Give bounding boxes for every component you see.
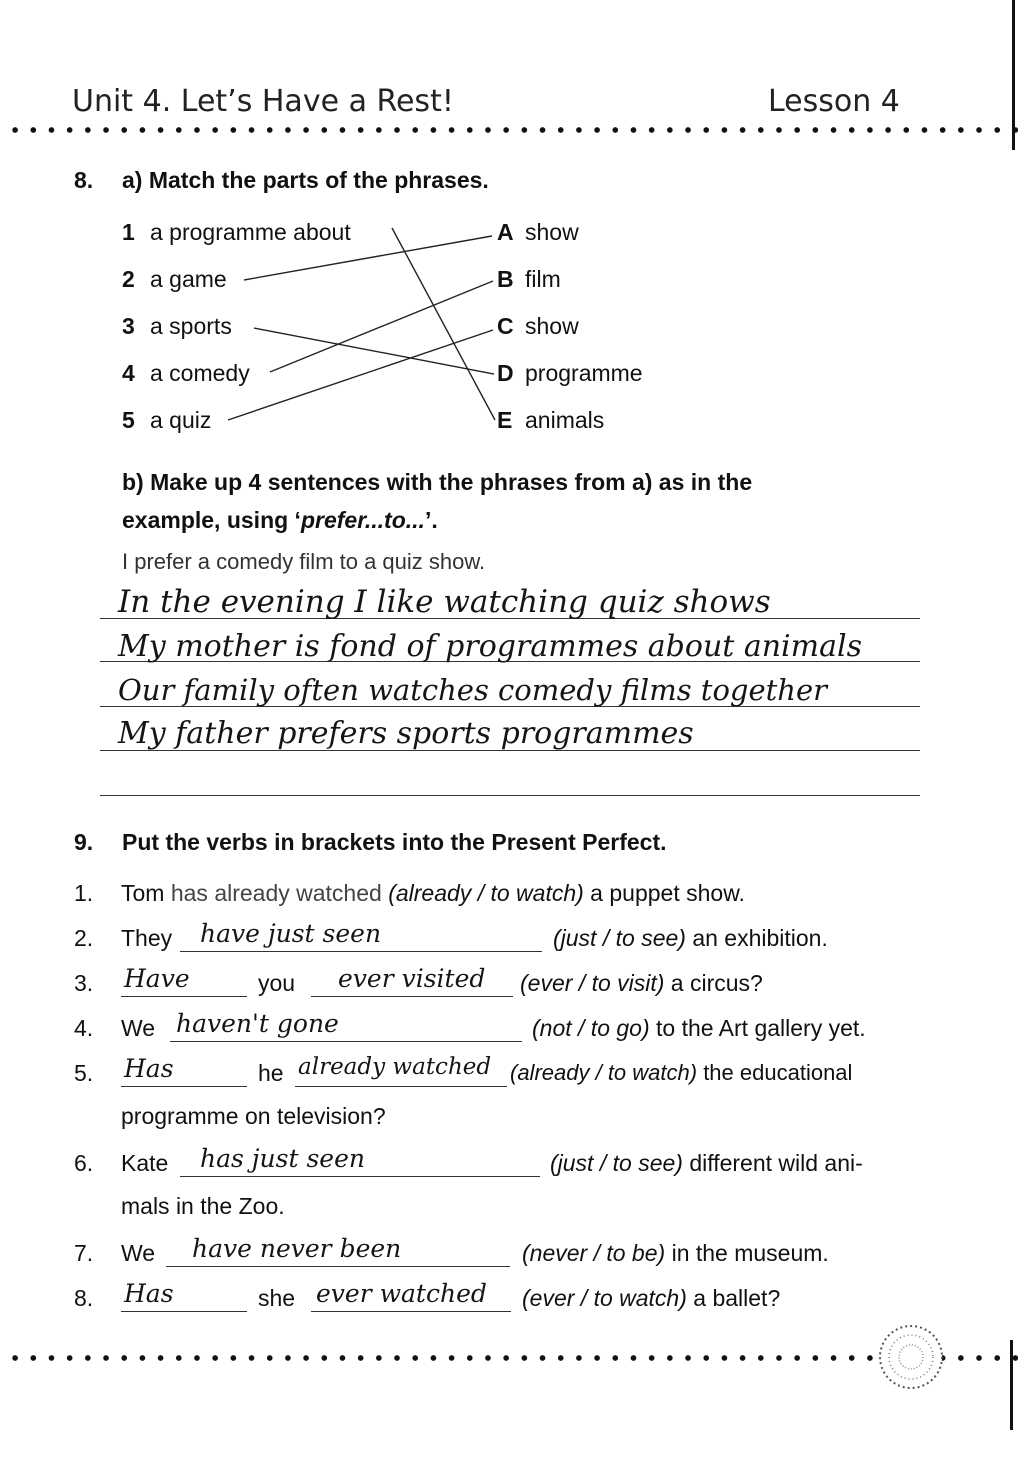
item5-blank-2	[295, 1086, 507, 1087]
item8-rest: (ever / to watch) a ballet?	[522, 1285, 781, 1311]
item5-blank-1	[121, 1086, 247, 1087]
dotted-divider-bottom	[6, 1354, 1018, 1362]
task9-title: Put the verbs in brackets into the Present Perfect.	[122, 829, 667, 855]
item7-answer: have never been	[192, 1234, 402, 1263]
item4-number: 4.	[74, 1015, 94, 1041]
item6-rest: (just / to see) different wild ani-	[550, 1150, 863, 1176]
right-item-B: B film	[497, 266, 561, 292]
task8b-title-line1: b) Make up 4 sentences with the phrases from a) as in the	[122, 469, 753, 495]
handwritten-sentence-4: My father prefers sports programmes	[118, 716, 694, 751]
item5-answer-1: Has	[124, 1054, 174, 1083]
item7-number: 7.	[74, 1240, 94, 1266]
item7-subject: We	[121, 1240, 156, 1266]
item4-rest: (not / to go) to the Art gallery yet.	[532, 1015, 866, 1041]
right-item-E: E animals	[497, 407, 605, 433]
item8-pronoun: she	[258, 1285, 296, 1311]
match-line-5-C	[228, 330, 493, 420]
item2-number: 2.	[74, 925, 94, 951]
item3-answer-1: Have	[124, 964, 190, 993]
item6-answer: has just seen	[200, 1144, 365, 1173]
stamp-icon	[876, 1322, 946, 1392]
item6-subject: Kate	[121, 1150, 169, 1176]
item8-answer-1: Has	[124, 1279, 174, 1308]
left-item-4: 4 a comedy	[122, 360, 250, 386]
item3-answer-2: ever visited	[338, 964, 486, 993]
item3-number: 3.	[74, 970, 94, 996]
task8b-title-line2: example, using ‘prefer...to...’.	[122, 507, 438, 533]
matching-lines	[0, 0, 1024, 460]
item8-number: 8.	[74, 1285, 94, 1311]
handwritten-sentence-3: Our family often watches comedy films together	[118, 673, 827, 707]
item1-sentence: Tom has already watched (already / to watch) a puppet show.	[121, 880, 745, 906]
handwritten-sentence-1: In the evening I like watching quiz shows	[118, 584, 771, 620]
right-item-C: C show	[497, 313, 579, 339]
item5-pronoun: he	[258, 1060, 284, 1086]
item3-blank-2	[311, 996, 513, 997]
lesson-title: Lesson 4	[768, 84, 900, 119]
left-item-5: 5 a quiz	[122, 407, 212, 433]
example-sentence: I prefer a comedy film to a quiz show.	[122, 549, 486, 574]
item2-answer: have just seen	[200, 919, 382, 948]
unit-title: Unit 4. Let’s Have a Rest!	[72, 84, 454, 119]
task8a-title: a) Match the parts of the phrases.	[122, 167, 489, 193]
match-line-2-A	[244, 236, 492, 280]
left-item-2: 2 a game	[122, 266, 227, 292]
item8-answer-2: ever watched	[316, 1279, 487, 1308]
item6-blank	[180, 1176, 540, 1177]
item5-answer-2: already watched	[298, 1054, 492, 1080]
item6-number: 6.	[74, 1150, 94, 1176]
item4-answer: haven't gone	[176, 1009, 339, 1038]
item3-pronoun: you	[258, 970, 296, 996]
item2-subject: They	[121, 925, 173, 951]
item1-number: 1.	[74, 880, 94, 906]
item3-blank-1	[121, 996, 247, 997]
item2-rest: (just / to see) an exhibition.	[553, 925, 828, 951]
item2-blank	[180, 951, 542, 952]
item4-subject: We	[121, 1015, 156, 1041]
handwritten-sentence-2: My mother is fond of programmes about animals	[118, 629, 862, 664]
match-line-1-E	[392, 228, 495, 420]
match-line-4-B	[270, 281, 493, 372]
item6-continuation: mals in the Zoo.	[121, 1193, 285, 1219]
task9-number: 9.	[74, 829, 94, 855]
item7-rest: (never / to be) in the museum.	[522, 1240, 829, 1266]
item8-blank-2	[311, 1311, 511, 1312]
right-item-D: D programme	[497, 360, 643, 386]
item4-blank	[170, 1041, 522, 1042]
item5-rest: (already / to watch) the educational	[510, 1060, 853, 1085]
item8-blank-1	[121, 1311, 247, 1312]
item3-rest: (ever / to visit) a circus?	[520, 970, 763, 996]
writing-line-5	[100, 795, 920, 796]
task8-number: 8.	[74, 167, 94, 193]
item5-continuation: programme on television?	[121, 1103, 386, 1129]
item5-number: 5.	[74, 1060, 94, 1086]
left-item-1: 1 a programme about	[122, 219, 351, 245]
left-item-3: 3 a sports	[122, 313, 232, 339]
item7-blank	[166, 1266, 510, 1267]
right-item-A: A show	[497, 219, 579, 245]
